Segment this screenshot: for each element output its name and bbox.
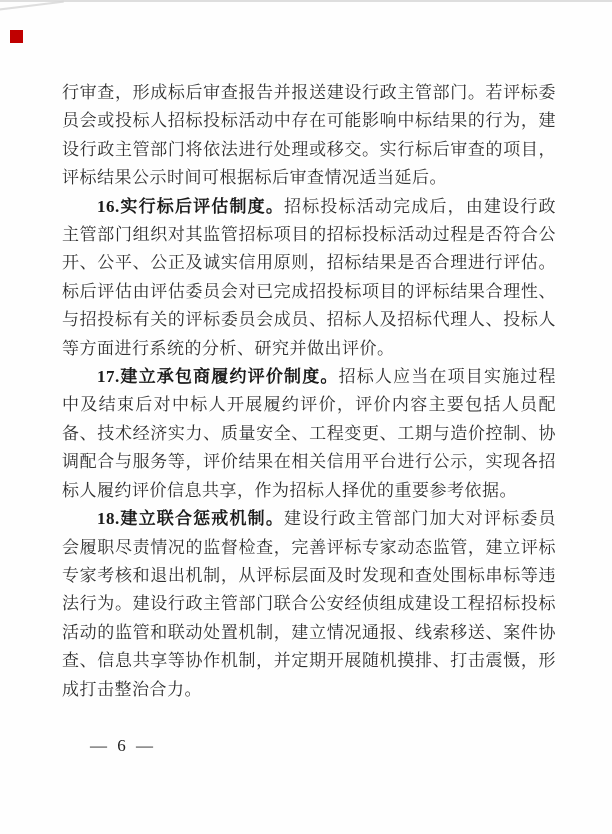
scan-top-edge-line <box>0 0 612 2</box>
paragraph-item-16 <box>62 193 556 363</box>
paragraph-body: 建设行政主管部门加大对评标委员会履职尽责情况的监督检查，完善评标专家动态监管，建立评标专家考核和退出机制，从评标层面及时发现和查处围标串标等违法行为。建设行政主管部门联合公安经侦组成建设工程招标投标活动的监管和联动处置机制，建立情况通报、线索移送、案件协查、信息共享等协作机制，并定期开展随机摸排、打击震慑，形成打击整治合力。 <box>62 509 557 699</box>
paragraph-item-18 <box>62 505 556 704</box>
document-text-block <box>62 79 556 704</box>
red-square-marker <box>10 30 23 43</box>
paragraph-continuation <box>62 79 556 193</box>
paragraph-body: 招标投标活动完成后，由建设行政主管部门组织对其监管招标项目的招标投标活动过程是否符合公开、公平、公正及诚实信用原则，招标结果是否合理进行评估。标后评估由评估委员会对已完成招投标项目的评标结果合理性、与招投标有关的评标委员会成员、招标人及招标代理人、投标人等方面进行系统的分析、研究并做出评价。 <box>62 196 557 358</box>
scan-crease-line <box>0 1 64 12</box>
paragraph-body: 招标人应当在项目实施过程中及结束后对中标人开展履约评价，评价内容主要包括人员配备、技术经济实力、质量安全、工程变更、工期与造价控制、协调配合与服务等，评价结果在相关信用平台进行公示，实现各招标人履约评价信息共享，作为招标人择优的重要参考依据。 <box>62 367 557 500</box>
paragraph-lead: 17.建立承包商履约评价制度。 <box>97 367 339 387</box>
paragraph-body: 行审查，形成标后审查报告并报送建设行政主管部门。若评标委员会或投标人招标投标活动中存在可能影响中标结果的行为，建设行政主管部门将依法进行处理或移交。实行标后审查的项目，评标结果公示时间可根据标后审查情况适当延后。 <box>62 83 556 188</box>
paragraph-lead: 16.实行标后评估制度。 <box>97 196 285 216</box>
page-number: — 6 — <box>90 736 156 755</box>
paragraph-item-17 <box>62 363 556 505</box>
paragraph-lead: 18.建立联合惩戒机制。 <box>97 509 285 529</box>
